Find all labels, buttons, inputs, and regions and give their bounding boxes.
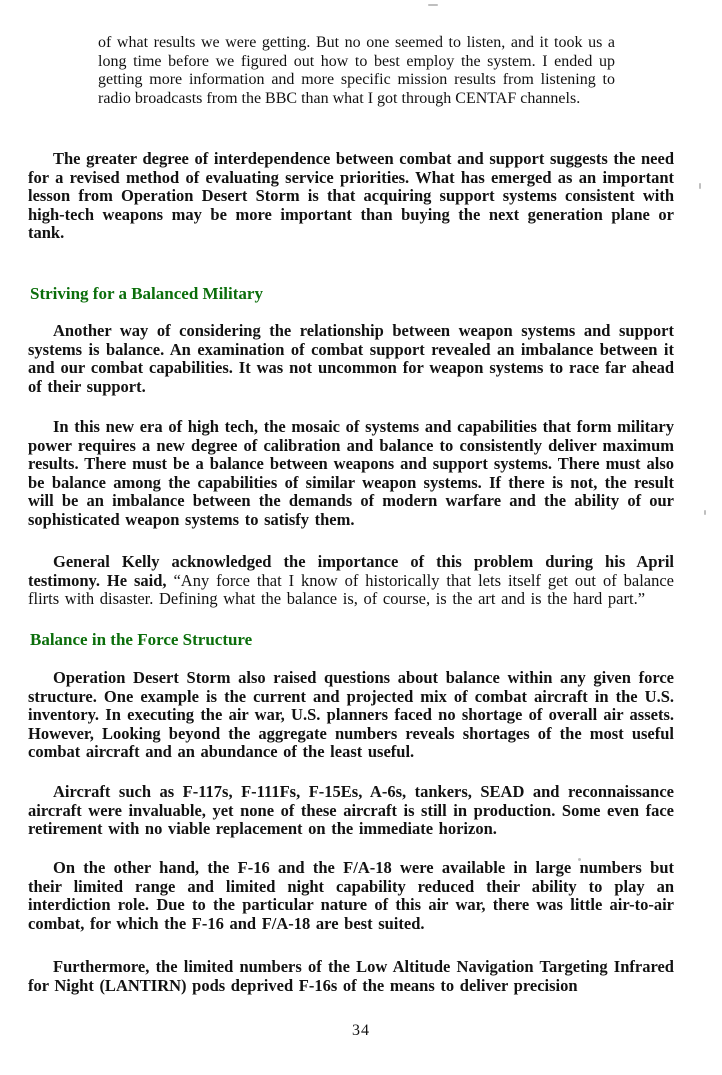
- heading-striving-for-balanced-military: Striving for a Balanced Military: [30, 284, 263, 303]
- scan-artifact: [428, 4, 438, 6]
- paragraph-another-way: Another way of considering the relationship between weapon systems and support systems is balance. An examination of combat support revealed an imbalance between it and our combat capabilities. It was not uncommon for weapon systems to race far ahead of their support.: [28, 321, 674, 396]
- paragraph-lantirn: Furthermore, the limited numbers of the Low Altitude Navigation Targeting Infrared for Night (LANTIRN) pods deprived F-16s of the means to deliver precision: [28, 957, 674, 995]
- heading-balance-in-force-structure: Balance in the Force Structure: [30, 630, 253, 649]
- scan-artifact: [704, 510, 706, 515]
- paragraph-new-era-high-tech: In this new era of high tech, the mosaic of systems and capabilities that form military power requires a new degree of calibration and balance to consistently deliver maximum results. There must be a balance between weapons and support systems. There must also be balance among the capabilities of similar weapon systems. If there is not, the result will be an imbalance between the demands of modern warfare and the ability of our sophisticated weapon systems to satisfy them.: [28, 417, 674, 529]
- page-number: 34: [352, 1022, 370, 1039]
- paragraph-general-kelly: [28, 553, 674, 609]
- paragraph-f16-fa18: On the other hand, the F-16 and the F/A-18 were available in large numbers but their limited range and limited night capability reduced their ability to play an interdiction role. Due to the particular nature of this air war, there was little air-to-air combat, for which the F-16 and F/A-18 are best suited.: [28, 858, 674, 933]
- kelly-lead-text: General Kelly acknowledged the importance of this problem during his April testimony. He said,: [28, 552, 674, 590]
- blockquote-centaf: of what results we were getting. But no one seemed to listen, and it took us a long time before we figured out how to best employ the system. I ended up getting more information and more specific mission results from listening to radio broadcasts from the BBC than what I got through CENTAF channels.: [98, 34, 615, 107]
- scan-artifact: [699, 183, 701, 189]
- paragraph-aircraft-types: Aircraft such as F-117s, F-111Fs, F-15Es, A-6s, tankers, SEAD and reconnaissance aircraft were invaluable, yet none of these aircraft is still in production. Some even face retirement with no viable replacement on the immediate horizon.: [28, 782, 674, 839]
- paragraph-interdependence: The greater degree of interdependence between combat and support suggests the need for a revised method of evaluating service priorities. What has emerged as an important lesson from Operation Desert Storm is that acquiring support systems consistent with high-tech weapons may be more important than buying the next generation plane or tank.: [28, 149, 674, 243]
- paragraph-desert-storm-balance: Operation Desert Storm also raised questions about balance within any given force structure. One example is the current and projected mix of combat aircraft in the U.S. inventory. In executing the air war, U.S. planners faced no shortage of overall air assets. However, Looking beyond the aggregate numbers reveals shortages of the most useful combat aircraft and an abundance of the least useful.: [28, 668, 674, 762]
- kelly-quote-text: “Any force that I know of historically that lets itself get out of balance flirts with disaster. Defining what the balance is, of course, is the art and is the hard part.”: [28, 570, 674, 609]
